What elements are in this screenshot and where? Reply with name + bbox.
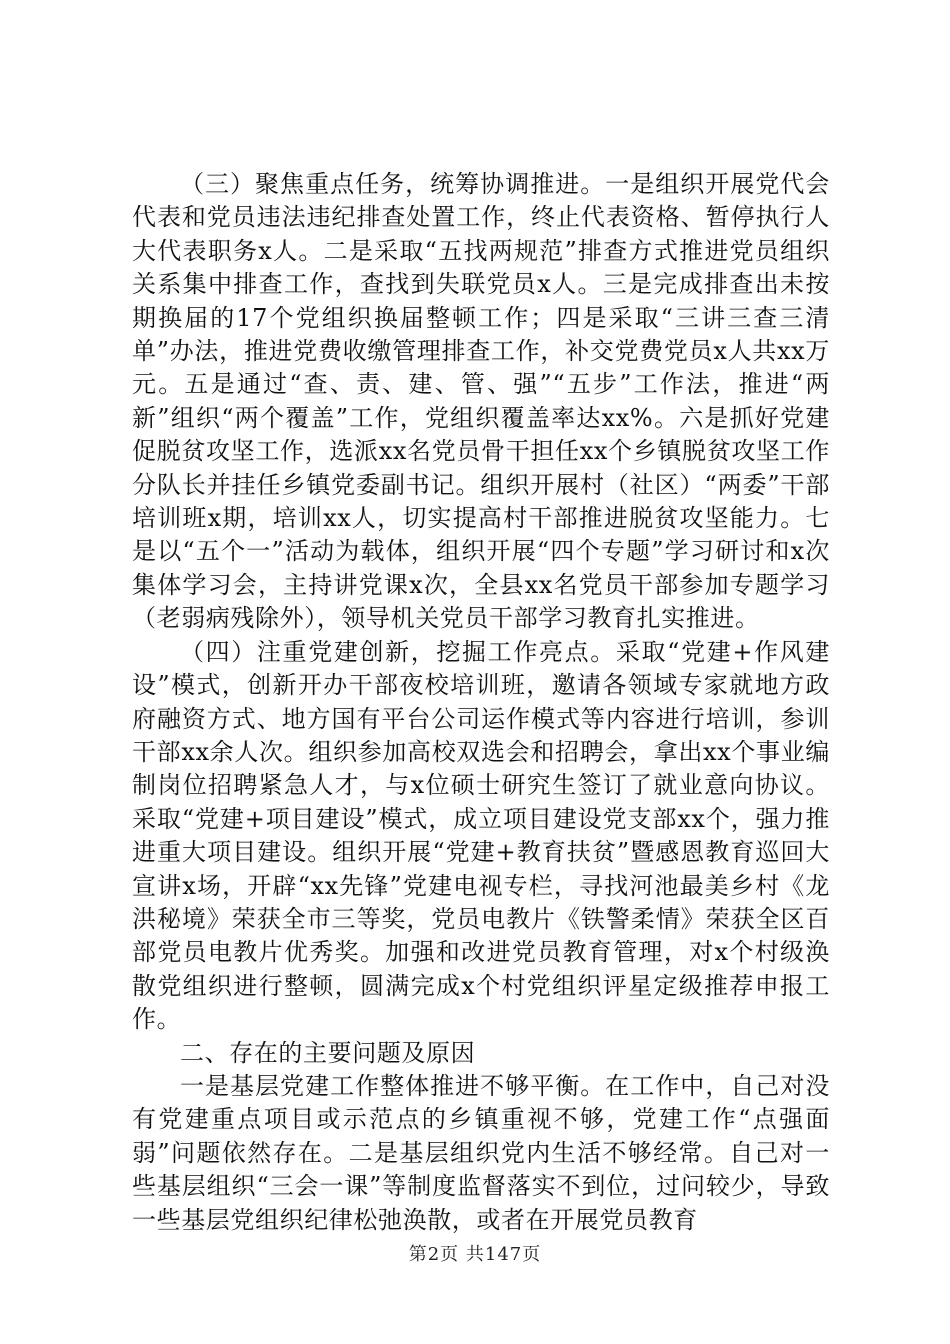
section-heading: 二、存在的主要问题及原因 bbox=[180, 1038, 476, 1067]
document-body bbox=[132, 168, 830, 1237]
paragraph-section-3: （三）聚焦重点任务，统筹协调推进。一是组织开展党代会代表和党员违法违纪排查处置工作，终止代表资格、暂停执行人大代表职务x人。二是采取“五找两规范”排查方式推进党员组织关系集中排查工作，查找到失联党员x人。三是完成排查出未按期换届的17个党组织换届整顿工作；四是采取“三讲三查三清单”办法，推进党费收缴管理排查工作，补交党费党员x人共xx万元。五是通过“查、责、建、管、强”“五步”工作法，推进“两新”组织“两个覆盖”工作，党组织覆盖率达xx%。六是抓好党建促脱贫攻坚工作，选派xx名党员骨干担任xx个乡镇脱贫攻坚工作分队长并挂任乡镇党委副书记。组织开展村（社区）“两委”干部培训班x期，培训xx人，切实提高村干部推进脱贫攻坚能力。七是以“五个一”活动为载体，组织开展“四个专题”学习研讨和x次集体学习会，主持讲党课x次，全县xx名党员干部参加专题学习（老弱病残除外），领导机关党员干部学习教育扎实推进。 bbox=[132, 170, 830, 633]
paragraph-section-4: （四）注重党建创新，挖掘工作亮点。采取“党建+作风建设”模式，创新开办干部夜校培训班，邀请各领域专家就地方政府融资方式、地方国有平台公司运作模式等内容进行培训，参训干部xx余人次。组织参加高校双选会和招聘会，拿出xx个事业编制岗位招聘紧急人才，与x位硕士研究生签订了就业意向协议。采取“党建+项目建设”模式，成立项目建设党支部xx个，强力推进重大项目建设。组织开展“党建+教育扶贫”暨感恩教育巡回大宣讲x场，开辟“xx先锋”党建电视专栏，寻找河池最美乡村《龙洪秘境》荣获全市三等奖，党员电教片《铁警柔情》荣获全区百部党员电教片优秀奖。加强和改进党员教育管理，对x个村级涣散党组织进行整顿，圆满完成x个村党组织评星定级推荐申报工作。 bbox=[132, 637, 830, 1034]
page-number-footer: 第2页 共147页 bbox=[408, 1244, 542, 1265]
paragraph-problems: 一是基层党建工作整体推进不够平衡。在工作中，自己对没有党建重点项目或示范点的乡镇重视不够，党建工作“点强面弱”问题依然存在。二是基层组织党内生活不够经常。自己对一些基层组织“三会一课”等制度监督落实不到位，过问较少，导致一些基层党组织纪律松弛涣散，或者在开展党员教育 bbox=[132, 1071, 830, 1234]
